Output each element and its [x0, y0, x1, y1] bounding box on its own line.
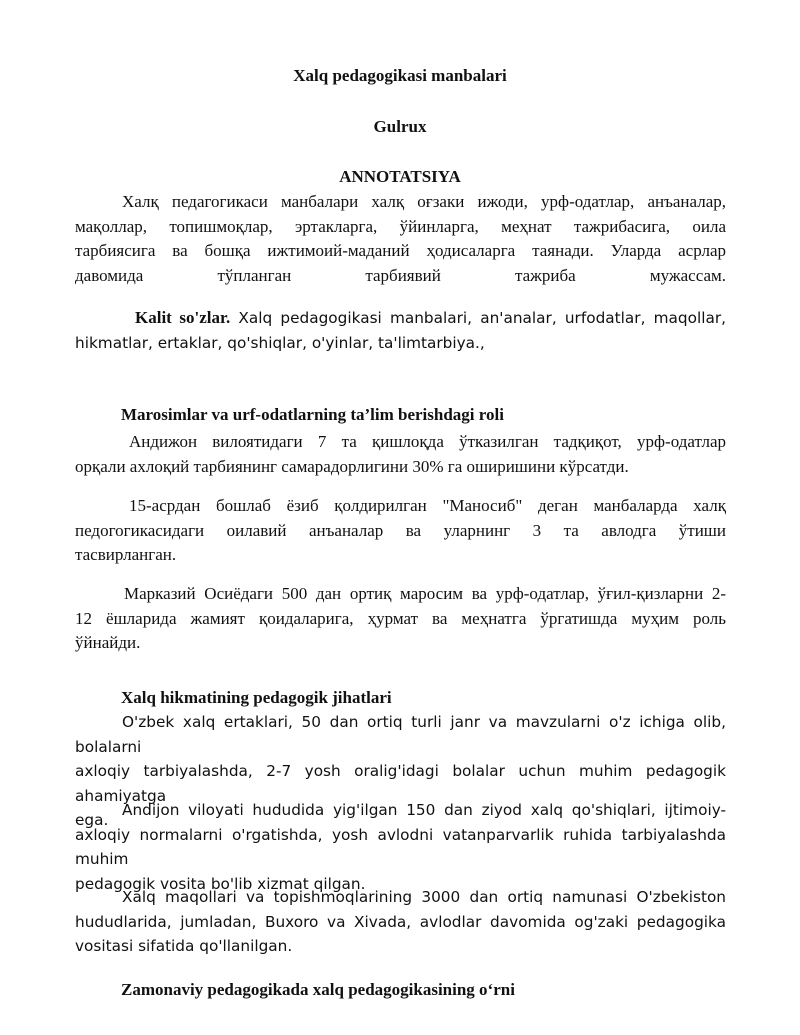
keywords-line [75, 306, 726, 331]
paragraph [75, 430, 726, 479]
keywords-line: hikmatlar, ertaklar, qo'shiqlar, o'yinlar, ta'limtarbiya., [75, 333, 485, 352]
section-heading: Marosimlar va urf-odatlarning ta’lim berishdagi roli [121, 405, 504, 424]
paragraph-line: орқали ахлоқий тарбиянинг самарадорлигини 30% га оширишини кўрсатди. [75, 456, 629, 476]
paragraph-line: ўйнайди. [75, 633, 141, 652]
author-name: Gulrux [373, 117, 427, 136]
keywords-label: Kalit so'zlar. [135, 308, 231, 327]
paragraph [75, 798, 726, 896]
paragraph-line: Андижон вилоятидаги 7 та қишлоқда ўтказилган тадқиқот, урф-одатлар [129, 432, 726, 451]
annotation-paragraph [75, 190, 726, 288]
annotation-line: Халқ педагогикаси манбалари халқ оғзаки ижоди, урф-одатлар, анъаналар, [122, 192, 726, 211]
paragraph-line: axloqiy normalarni o'rgatishda, yosh avlodni vatanparvarlik ruhida tarbiyalashda muhim [75, 825, 726, 868]
annotation-heading: ANNOTATSIYA [339, 167, 461, 186]
paragraph-line: 15-асрдан бошлаб ёзиб қолдирилган "Маносиб" деган манбаларда халқ [129, 496, 726, 515]
annotation-line: тарбиясига ва бошқа ижтимоий-маданий ҳодисаларга таянади. Уларда асрлар [75, 241, 726, 260]
keywords-paragraph [75, 306, 726, 355]
paragraph-line: vositasi sifatida qo'llanilgan. [75, 937, 293, 955]
paragraph-line: Марказий Осиёдаги 500 дан ортиқ маросим ва урф-одатлар, ўғил-қизларни 2- [124, 584, 726, 603]
paragraph-line: Andijon viloyati hududida yig'ilgan 150 dan ziyod xalq qo'shiqlari, ijtimoiy- [122, 801, 726, 819]
paragraph-line: Xalq maqollari va topishmoqlarining 3000 dan ortiq namunasi O'zbekiston [122, 888, 726, 906]
paragraph-line: pedagogik vosita bo'lib xizmat qilgan. [75, 874, 366, 893]
paragraph [75, 494, 726, 568]
document-title: Xalq pedagogikasi manbalari [293, 66, 507, 85]
paragraph-line: 12 ёшларида жамият қоидаларига, ҳурмат ва меҳнатга ўргатишда муҳим роль [75, 608, 726, 628]
paragraph-line: axloqiy tarbiyalashda, 2-7 yosh oralig'idagi bolalar uchun muhim pedagogik ahamiyatga [75, 762, 726, 805]
paragraph-line: O'zbek xalq ertaklari, 50 dan ortiq turli janr va mavzularni o'z ichiga olib, bolalarni [75, 713, 726, 756]
section-heading: Xalq hikmatining pedagogik jihatlari [121, 688, 392, 707]
annotation-line: давомида тўпланган тарбиявий тажриба мужассам. [75, 265, 726, 285]
paragraph-line: ega. [75, 811, 109, 829]
paragraph-line: тасвирланган. [75, 545, 177, 564]
paragraph-line: педогогикасидаги оилавий анъаналар ва уларнинг 3 та авлодга ўтиши [75, 520, 726, 540]
keywords-text: Xalq pedagogikasi manbalari, an'analar, urfodatlar, maqollar, [238, 309, 726, 327]
paragraph [75, 885, 726, 959]
paragraph-line: hududlarida, jumladan, Buxoro va Xivada, avlodlar davomida og'zaki pedagogika [75, 912, 726, 931]
annotation-line: мақоллар, топишмоқлар, эртакларга, ўйинларга, меҳнат тажрибасига, оила [75, 216, 726, 236]
section-heading: Zamonaviy pedagogikada xalq pedagogikasining o‘rni [121, 980, 515, 999]
paragraph [75, 582, 726, 656]
